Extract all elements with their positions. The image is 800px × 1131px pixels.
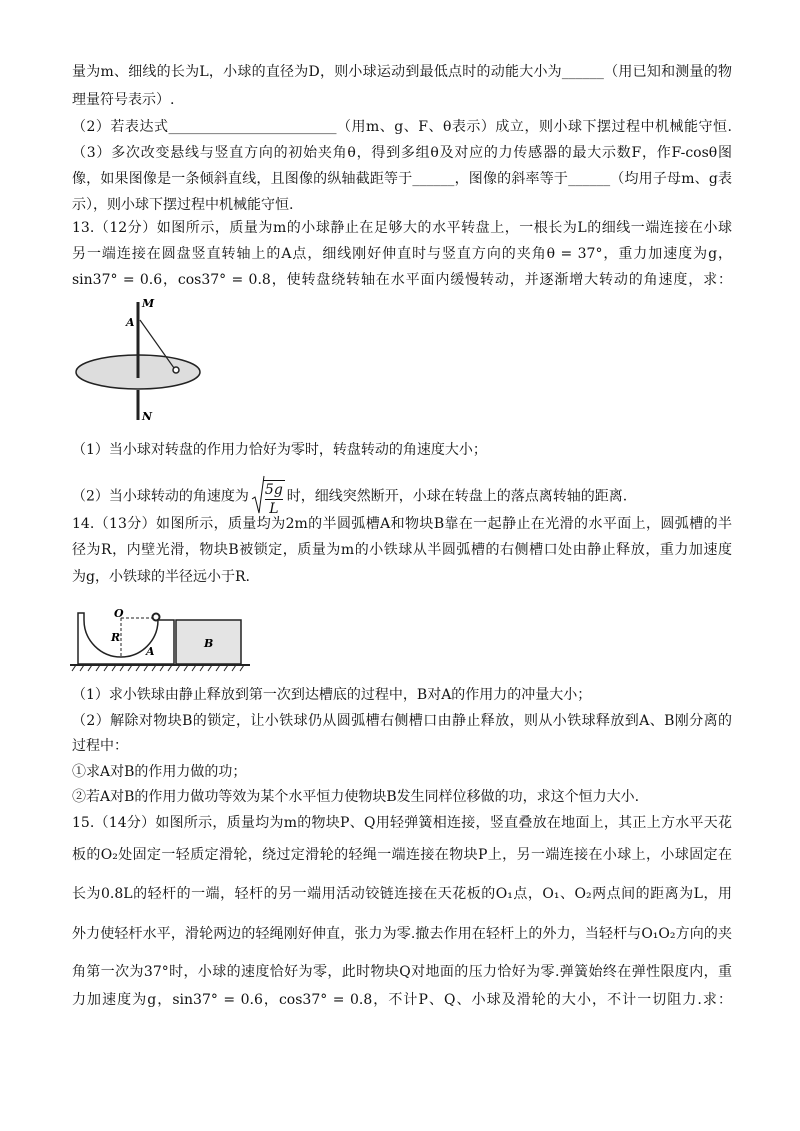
text-line: 理量符号表示）. [72,92,175,108]
label-m: M [142,297,155,310]
text-line: 外力使轻杆水平，滑轮两边的轻绳刚好伸直，张力为零.撤去作用在轻杆上的外力，当轻杆与O₁O₂方向的夹 [72,926,732,942]
label-r: R [111,631,121,644]
text-line: 14.（13分）如图所示，质量均为2m的半圆弧槽A和物块B靠在一起静止在光滑的水平面上，圆弧槽的半 [72,516,732,532]
text-line: 径为R，内壁光滑，物块B被锁定，质量为m的小铁球从半圆弧槽的右侧槽口处由静止释放，重力加速度 [72,542,732,558]
sub-question-1: （1）求小铁球由静止释放到第一次到达槽底的过程中，B对A的作用力的冲量大小； [72,687,592,703]
text-line: （2）若表达式________________________（用m、g、F、θ表示）成立，则小球下摆过程中机械能守恒. [72,119,732,135]
turntable-figure [70,290,220,425]
text-line: 长为0.8L的轻杆的一端，轻杆的另一端用活动铰链连接在天花板的O₁点，O₁、O₂两点间的距离为L，用 [72,886,732,902]
label-o: O [114,607,124,620]
text-line: sin37° = 0.6，cos37° = 0.8，使转盘绕转轴在水平面内缓慢转动，并逐渐增大转动的角速度，求： [72,272,732,288]
text-line: 15.（14分）如图所示，质量均为m的物块P、Q用轻弹簧相连接，竖直叠放在地面上，其正上方水平天花 [72,815,732,831]
label-a: A [126,316,135,329]
text-line: 量为m、细线的长为L，小球的直径为D，则小球运动到最低点时的动能大小为______（用已知和测量的物 [72,64,732,80]
numerator: 5g [264,482,283,498]
text-line: 示），则小球下摆过程中机械能守恒. [72,197,294,213]
label-b: B [204,637,214,650]
sub-item-2: ②若A对B的作用力做功等效为某个水平恒力使物块B发生同样位移做的功，求这个恒力大小. [72,789,640,805]
text-line: 另一端连接在圆盘竖直转轴上的A点，细线刚好伸直时与竖直方向的夹角θ = 37°，重力加速度为g， [72,246,732,262]
text-line: 过程中： [72,738,128,754]
text: （2）当小球转动的角速度为 [72,488,249,505]
sub-question-1: （1）当小球对转盘的作用力恰好为零时，转盘转动的角速度大小； [72,442,487,458]
text-line: （3）多次改变悬线与竖直方向的初始夹角θ，得到多组θ及对应的力传感器的最大示数F，作F-cosθ图 [72,145,732,161]
text-line: 像，如果图像是一条倾斜直线，且图像的纵轴截距等于______，图像的斜率等于______（均用子母m、g表 [72,171,732,187]
text-line: 13.（12分）如图所示，质量为m的小球静止在足够大的水平转盘上，一根长为L的细线一端连接在小球 [72,220,732,236]
semicircle-groove-figure [70,605,255,675]
text-line: 角第一次为37°时，小球的速度恰好为零，此时物块Q对地面的压力恰好为零.弹簧始终在弹性限度内，重 [72,964,732,980]
sqrt-formula [251,475,285,518]
label-a: A [146,645,155,658]
radical-sign-icon [251,475,265,515]
label-n: N [142,410,153,423]
text-line: 为g，小铁球的半径远小于R. [72,569,250,585]
text: 时，细线突然断开，小球在转盘上的落点离转轴的距离. [286,488,628,505]
text-line: 板的O₂处固定一轻质定滑轮，绕过定滑轮的轻绳一端连接在物块P上，另一端连接在小球上，小球固定在 [72,847,732,863]
denominator: L [269,501,279,517]
sub-question-2 [72,475,732,517]
sub-question-2: （2）解除对物块B的锁定，让小铁球仍从圆弧槽右侧槽口由静止释放，则从小铁球释放到A、B刚分离的 [72,713,732,729]
text-line: 力加速度为g，sin37° = 0.6，cos37° = 0.8，不计P、Q、小球及滑轮的大小，不计一切阻力.求： [72,992,732,1008]
sub-item-1: ①求A对B的作用力做的功； [72,764,247,780]
